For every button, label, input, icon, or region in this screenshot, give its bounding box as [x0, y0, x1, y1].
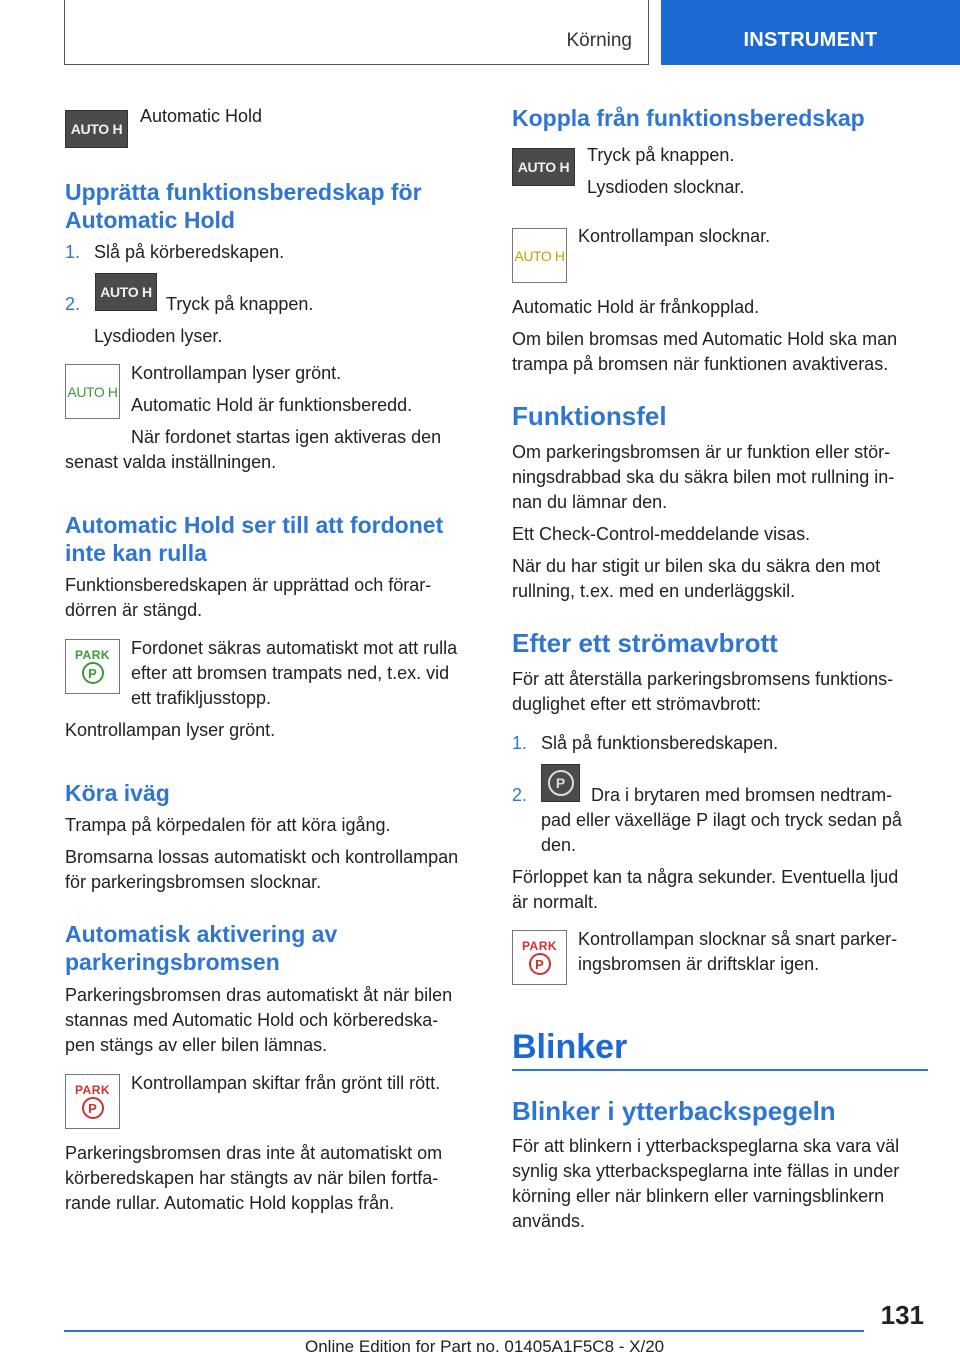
section-divider: [512, 1069, 928, 1071]
heading-blinker: Blinker: [512, 1028, 628, 1066]
leave-text: rullning, t.ex. med en underläggskil.: [512, 581, 796, 601]
heading-disconnect: Koppla från funktionsberedskap: [512, 105, 865, 131]
heading-auto-2: parkeringsbromsen: [65, 949, 280, 975]
lamp-off-text: Kontrollampan slocknar.: [578, 226, 771, 246]
restart-text: senast valda inställningen.: [65, 452, 277, 472]
lamp-red-text: Kontrollampan skiftar från grönt till rött.: [131, 1073, 441, 1093]
takes-text: Förloppet kan ta några sekunder. Eventuella ljud: [512, 867, 899, 887]
heading-establish-2: Automatic Hold: [65, 207, 235, 233]
footer-divider: [64, 1330, 864, 1332]
auto-h-button-icon: AUTO H: [95, 273, 157, 311]
header-box: [64, 0, 649, 65]
auto-h-green-lamp-icon: AUTO H: [65, 364, 120, 419]
secured-text: Fordonet säkras automatiskt mot att rulla: [131, 638, 458, 658]
step-text: Slå på körberedskapen.: [94, 242, 285, 262]
step-text: den.: [541, 835, 577, 855]
heading-noroll-1: Automatic Hold ser till att fordonet: [65, 512, 444, 538]
fault-text: ningsdrabbad ska du säkra bilen mot rullning in-: [512, 467, 895, 487]
auto-text: stannas med Automatic Hold och körberedska-: [65, 1010, 439, 1030]
power-text: För att återställa parkeringsbromsens funktions-: [512, 669, 894, 689]
mirror-text: För att blinkern i ytterbackspeglarna ska vara väl: [512, 1136, 900, 1156]
notauto-text: körberedskapen har stängts av när bilen fortfa-: [65, 1168, 439, 1188]
page-number: 131: [880, 1300, 924, 1330]
lamp-text: Kontrollampan lyser grönt.: [131, 363, 342, 383]
step-text: Slå på funktionsberedskapen.: [541, 733, 779, 753]
step-number: 1.: [65, 242, 81, 262]
auto-h-off-lamp-icon: AUTO H: [512, 228, 567, 283]
lamp-ready-text: Kontrollampan slocknar så snart parker-: [578, 929, 898, 949]
drive-text: Trampa på körpedalen för att köra igång.: [65, 815, 391, 835]
heading-establish-1: Upprätta funktionsberedskap för: [65, 179, 422, 205]
led-off-text: Lysdioden slocknar.: [587, 177, 745, 197]
park-red-lamp-icon: PARK P: [65, 1074, 120, 1129]
step-text: Dra i brytaren med bromsen nedtram-: [591, 785, 893, 805]
ready-text: Automatic Hold är funktionsberedd.: [131, 395, 413, 415]
park-red-lamp-icon: PARK P: [512, 930, 567, 985]
auto-text: Parkeringsbromsen dras automatiskt åt när bilen: [65, 985, 453, 1005]
mirror-text: körning eller när blinkern eller varningsblinkern: [512, 1186, 885, 1206]
footer-edition: Online Edition for Part no. 01405A1F5C8 - X/20: [305, 1337, 665, 1356]
led-text: Lysdioden lyser.: [94, 326, 223, 346]
notauto-text: rande rullar. Automatic Hold kopplas från.: [65, 1193, 395, 1213]
notauto-text: Parkeringsbromsen dras inte åt automatiskt om: [65, 1143, 443, 1163]
leave-text: När du har stigit ur bilen ska du säkra den mot: [512, 556, 881, 576]
takes-text: är normalt.: [512, 892, 599, 912]
secured-text: efter att bromsen trampats ned, t.ex. vid: [131, 663, 450, 683]
heading-power: Efter ett strömavbrott: [512, 628, 778, 658]
secured-text: ett trafikljusstopp.: [131, 688, 272, 708]
auto-h-button-icon: AUTO H: [512, 148, 575, 186]
restart-text: När fordonet startas igen aktiveras den: [131, 427, 442, 447]
step-text: Tryck på knappen.: [166, 294, 314, 314]
lamp-text: Kontrollampan lyser grönt.: [65, 720, 276, 740]
fault-text: Om parkeringsbromsen är ur funktion eller stör-: [512, 442, 891, 462]
parking-brake-switch-icon: P: [541, 764, 580, 802]
noroll-text: dörren är stängd.: [65, 600, 203, 620]
drive-text: för parkeringsbromsen slocknar.: [65, 872, 322, 892]
press-text: Tryck på knappen.: [587, 145, 735, 165]
header-section: Körning: [566, 30, 632, 51]
power-text: duglighet efter ett strömavbrott:: [512, 694, 762, 714]
drive-text: Bromsarna lossas automatiskt och kontrollampan: [65, 847, 459, 867]
park-green-lamp-icon: PARK P: [65, 639, 120, 694]
lamp-ready-text: ingsbromsen är driftsklar igen.: [578, 954, 820, 974]
brake-text: trampa på bromsen när funktionen avaktiveras.: [512, 354, 889, 374]
auto-h-button-icon: AUTO H: [65, 110, 128, 148]
auto-text: pen stängs av eller bilen lämnas.: [65, 1035, 328, 1055]
step-number: 2.: [512, 785, 528, 805]
step-number: 2.: [65, 294, 81, 314]
heading-auto-1: Automatisk aktivering av: [65, 921, 338, 947]
disconnected-text: Automatic Hold är frånkopplad.: [512, 297, 760, 317]
heading-mirror: Blinker i ytterbackspegeln: [512, 1096, 836, 1126]
heading-drive: Köra iväg: [65, 780, 170, 806]
heading-fault: Funktionsfel: [512, 401, 667, 431]
noroll-text: Funktionsberedskapen är upprättad och förar-: [65, 575, 432, 595]
mirror-text: synlig ska ytterbackspeglarna inte fällas in under: [512, 1161, 900, 1181]
brake-text: Om bilen bromsas med Automatic Hold ska man: [512, 329, 898, 349]
cc-text: Ett Check-Control-meddelande visas.: [512, 524, 811, 544]
step-number: 1.: [512, 733, 528, 753]
fault-text: nan du lämnar den.: [512, 492, 668, 512]
header-tab-instrument[interactable]: INSTRUMENT: [661, 0, 960, 65]
intro-text: Automatic Hold: [140, 106, 263, 126]
mirror-text: används.: [512, 1211, 586, 1231]
heading-noroll-2: inte kan rulla: [65, 540, 207, 566]
step-text: pad eller växelläge P ilagt och tryck sedan på: [541, 810, 902, 830]
